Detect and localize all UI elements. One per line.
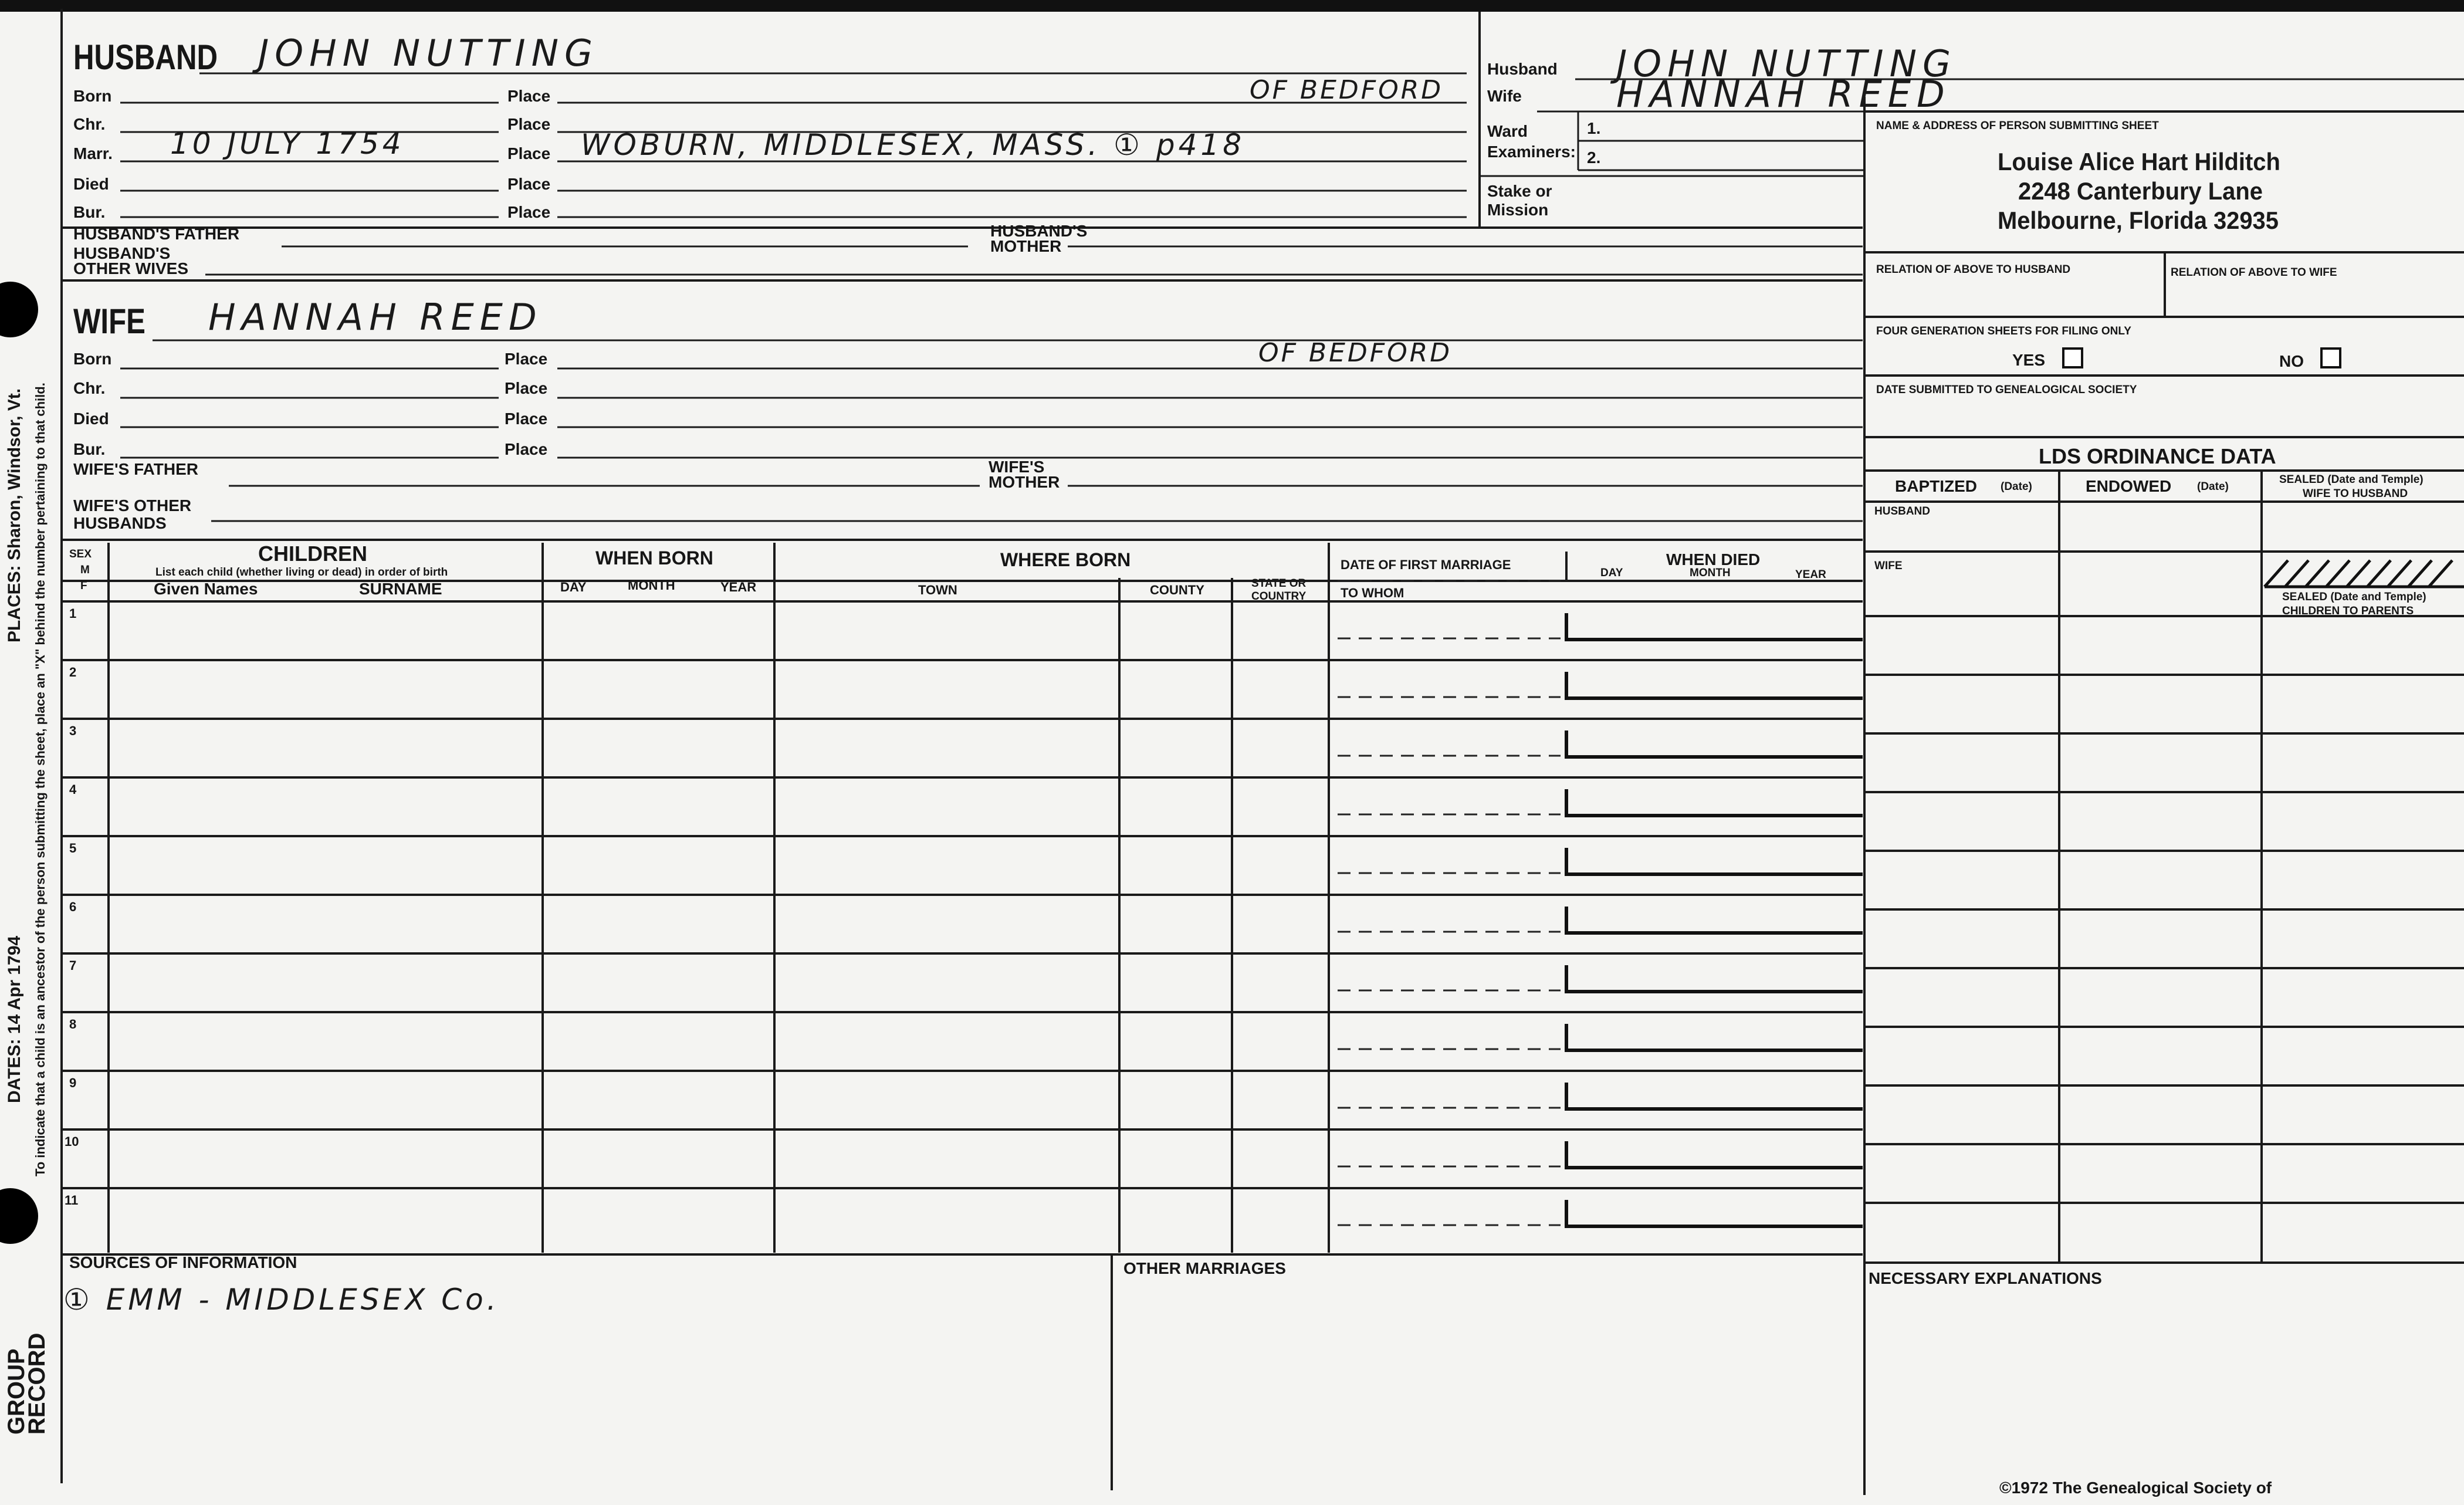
marriage-date: 10 JULY 1754 (170, 127, 405, 161)
when-born-label: WHEN BORN (595, 547, 713, 569)
submitter-city: Melbourne, Florida 32935 (1998, 207, 2279, 234)
yes-label: YES (2012, 351, 2046, 369)
examiner-1-number: 1. (1587, 119, 1601, 137)
husband-chr-label: Chr. (73, 115, 106, 133)
wife-chr-label: Chr. (73, 379, 106, 397)
husbands-other-wives-label-2: OTHER WIVES (73, 259, 189, 278)
lds-ordinance-title: LDS ORDINANCE DATA (2039, 444, 2276, 468)
child-row-number: 9 (69, 1076, 77, 1090)
baptized-date-label: (Date) (2001, 481, 2032, 493)
relation-to-wife-label: RELATION OF ABOVE TO WIFE (2171, 266, 2337, 279)
husbands-other-wives-label-1: HUSBAND'S (73, 244, 171, 262)
child-row-number: 6 (69, 899, 77, 914)
submitter-box-label: NAME & ADDRESS OF PERSON SUBMITTING SHEET (1876, 120, 2159, 132)
child-row-number: 10 (65, 1134, 79, 1149)
sources-handwritten: ① EMM - MIDDLESEX Co. (63, 1283, 500, 1317)
wifes-other-husbands-label-2: HUSBANDS (73, 514, 167, 532)
baptized-label: BAPTIZED (1895, 477, 1977, 495)
date-submitted-label: DATE SUBMITTED TO GENEALOGICAL SOCIETY (1876, 384, 2137, 396)
husband-name-handwritten: JOHN NUTTING (258, 32, 599, 75)
child-row-number: 4 (69, 782, 77, 797)
when-died-label: WHEN DIED (1666, 550, 1761, 569)
wife-bur-label: Bur. (73, 440, 106, 458)
dates-side-label: DATES: 14 Apr 1794 (5, 935, 24, 1103)
sex-label: SEX (69, 548, 92, 560)
husbands-father-label: HUSBAND'S FATHER (73, 225, 240, 243)
sex-f-label: F (80, 580, 87, 592)
no-label: NO (2279, 352, 2304, 370)
husband-marr-label: Marr. (73, 144, 113, 163)
state-country-label-1: STATE OR (1251, 577, 1307, 590)
sex-m-label: M (80, 564, 90, 576)
husband-bur-place-label: Place (507, 203, 551, 221)
side-instruction: To indicate that a child is an ancestor of the person submitting the sheet, place an "X" behind the number pertaining to that child. (33, 383, 48, 1176)
stake-label-1: Stake or (1487, 182, 1552, 200)
wifes-mother-label-2: MOTHER (989, 473, 1060, 491)
submitter-name: Louise Alice Hart Hilditch (1998, 148, 2280, 175)
to-whom-label: TO WHOM (1341, 586, 1404, 600)
group-record-label-1: GROUP (4, 1348, 29, 1435)
child-row-number: 7 (69, 958, 77, 973)
wife-chr-place-label: Place (505, 379, 548, 397)
child-row-number: 3 (69, 723, 77, 738)
endowed-date-label: (Date) (2197, 481, 2229, 493)
husband-bur-label: Bur. (73, 203, 106, 221)
summary-husband-label: Husband (1487, 60, 1558, 78)
first-marriage-label: DATE OF FIRST MARRIAGE (1341, 557, 1511, 572)
wife-name-handwritten: HANNAH REED (208, 296, 543, 339)
no-checkbox[interactable] (2320, 347, 2341, 368)
wifes-father-label: WIFE'S FATHER (73, 460, 199, 478)
yes-checkbox[interactable] (2062, 347, 2083, 368)
wife-born-place-label: Place (505, 350, 548, 368)
relation-to-husband-label: RELATION OF ABOVE TO HUSBAND (1876, 263, 2071, 276)
husband-died-place-label: Place (507, 175, 551, 193)
born-day-label: DAY (560, 580, 587, 594)
husband-died-label: Died (73, 175, 109, 193)
where-born-label: WHERE BORN (1000, 549, 1131, 570)
four-generation-label: FOUR GENERATION SHEETS FOR FILING ONLY (1876, 325, 2131, 337)
died-month-label: MONTH (1690, 567, 1731, 579)
husbands-mother-label-1: HUSBAND'S (990, 222, 1088, 240)
state-country-label-2: COUNTRY (1251, 590, 1307, 603)
children-instruction: List each child (whether living or dead) in order of birth (155, 566, 448, 579)
group-record-label-2: RECORD (24, 1332, 50, 1435)
wife-bur-place-label: Place (505, 440, 548, 458)
child-row-number: 1 (69, 606, 77, 621)
died-day-label: DAY (1600, 567, 1623, 579)
necessary-explanations-label: NECESSARY EXPLANATIONS (1869, 1269, 2102, 1287)
submitter-street: 2248 Canterbury Lane (2018, 177, 2263, 205)
child-row-number: 5 (69, 841, 77, 855)
given-names-label: Given Names (154, 580, 258, 598)
stake-label-2: Mission (1487, 201, 1549, 219)
wife-born-label: Born (73, 350, 112, 368)
died-year-label: YEAR (1795, 569, 1826, 581)
other-marriages-label: OTHER MARRIAGES (1123, 1259, 1286, 1277)
ward-label: Ward (1487, 122, 1528, 140)
county-label: COUNTY (1150, 583, 1204, 597)
endowed-label: ENDOWED (2086, 477, 2172, 495)
sealed-wife-label-2: WIFE TO HUSBAND (2303, 488, 2408, 500)
marriage-place: WOBURN, MIDDLESEX, MASS. ① p418 (581, 128, 1245, 162)
husband-heading: HUSBAND (73, 38, 218, 77)
surname-label: SURNAME (359, 580, 442, 598)
summary-husband-name: JOHN NUTTING (1616, 42, 1957, 85)
town-label: TOWN (918, 583, 957, 597)
husband-born-place-label: Place (507, 87, 551, 105)
ordinance-husband-label: HUSBAND (1874, 505, 1930, 518)
copyright-text: ©1972 The Genealogical Society of (1999, 1479, 2272, 1497)
wife-died-label: Died (73, 410, 109, 428)
wifes-other-husbands-label-1: WIFE'S OTHER (73, 496, 192, 515)
ordinance-wife-label: WIFE (1874, 560, 1903, 572)
wife-place-of: OF BEDFORD (1258, 338, 1453, 368)
child-row-number: 11 (65, 1193, 79, 1208)
husband-place-of: OF BEDFORD (1250, 75, 1444, 105)
summary-wife-name: HANNAH REED (1616, 73, 1951, 116)
born-year-label: YEAR (720, 580, 757, 594)
husbands-mother-label-2: MOTHER (990, 237, 1062, 255)
wifes-mother-label-1: WIFE'S (989, 458, 1045, 476)
husband-chr-place-label: Place (507, 115, 551, 133)
examiners-label: Examiners: (1487, 143, 1576, 161)
born-month-label: MONTH (628, 578, 675, 593)
wife-heading: WIFE (73, 302, 145, 341)
child-row-number: 8 (69, 1017, 77, 1031)
children-heading: CHILDREN (258, 542, 367, 566)
sources-label: SOURCES OF INFORMATION (69, 1253, 297, 1271)
summary-wife-label: Wife (1487, 87, 1522, 105)
sealed-wife-label-1: SEALED (Date and Temple) (2279, 474, 2424, 486)
husband-born-label: Born (73, 87, 112, 105)
sealed-children-label-1: SEALED (Date and Temple) (2282, 591, 2426, 603)
examiner-2-number: 2. (1587, 148, 1601, 167)
sealed-children-label-2: CHILDREN TO PARENTS (2282, 605, 2414, 617)
child-row-number: 2 (69, 665, 77, 679)
wife-died-place-label: Place (505, 410, 548, 428)
places-side-label: PLACES: Sharon, Windsor, Vt. (5, 388, 24, 642)
husband-marr-place-label: Place (507, 144, 551, 163)
